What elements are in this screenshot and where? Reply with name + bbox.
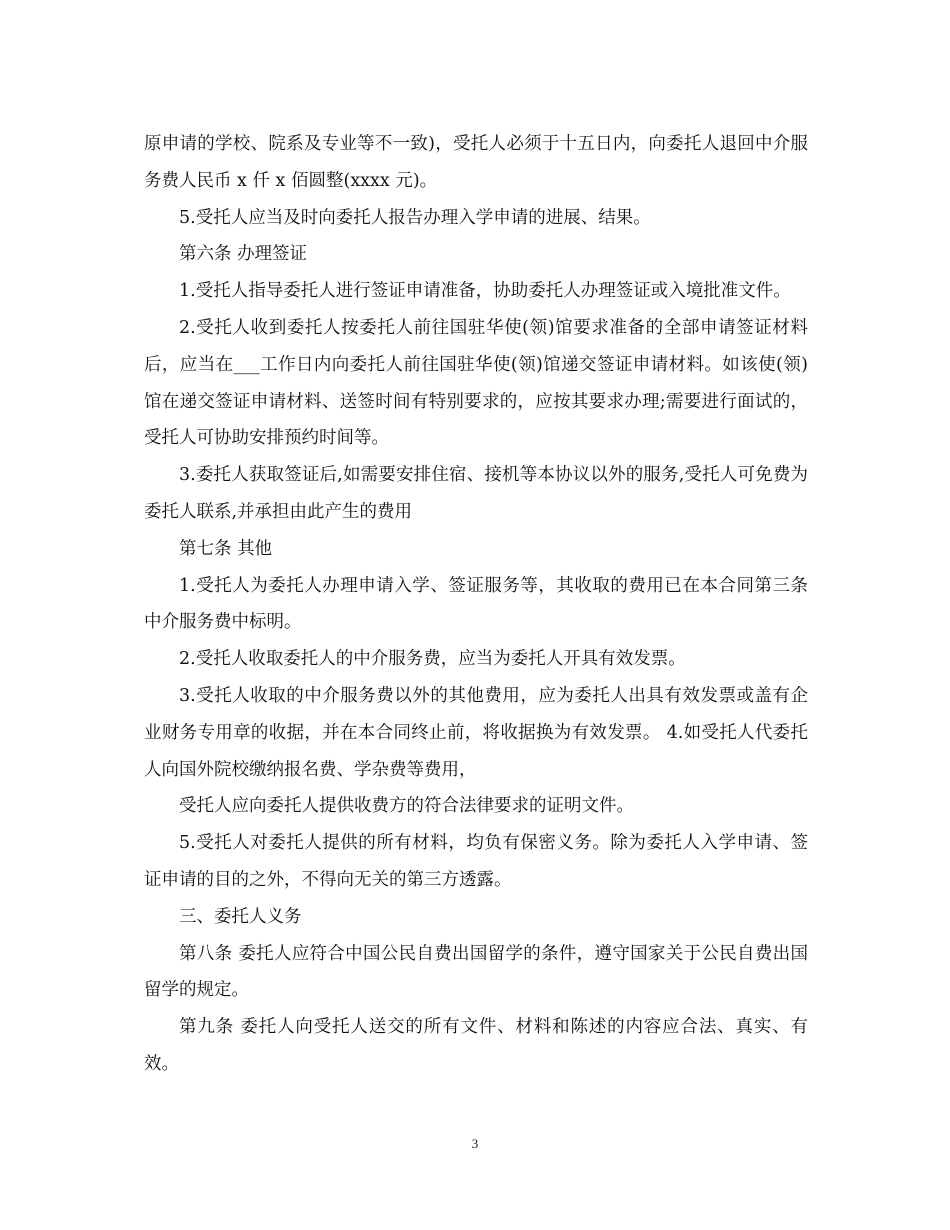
- paragraph-4: 1.受托人指导委托人进行签证申请准备，协助委托人办理签证或入境批准文件。: [179, 281, 791, 302]
- paragraph-6: 3.委托人获取签证后,如需要安排住宿、接机等本协议以外的服务,受托人可免费为委托人联系,并承担由此产生的费用: [144, 465, 808, 522]
- paragraph-2: 5.受托人应当及时向委托人报告办理入学申请的进展、结果。: [179, 207, 651, 228]
- section-heading-client-obligations: 三、委托人义务: [179, 906, 302, 927]
- paragraph-5: 2.受托人收到委托人按委托人前往国驻华使(领)馆要求准备的全部申请签证材料后，应当在___工作日内向委托人前往国驻华使(领)馆递交签证申请材料。如该使(领)馆在递交签证申请材料、送签时间有特别要求的，应按其要求办理;需要进行面试的，受托人可协助安排预约时间等。: [144, 317, 808, 449]
- paragraph-11: 受托人应向委托人提供收费方的符合法律要求的证明文件。: [179, 796, 634, 817]
- paragraph-9: 2.受托人收取委托人的中介服务费，应当为委托人开具有效发票。: [179, 649, 686, 670]
- section-heading-article-6: 第六条 办理签证: [179, 244, 308, 265]
- page-number: 3: [471, 1136, 479, 1151]
- section-heading-article-7: 第七条 其他: [179, 538, 273, 559]
- paragraph-10: 3.受托人收取的中介服务费以外的其他费用，应为委托人出具有效发票或盖有企业财务专用章的收据，并在本合同终止前，将收据换为有效发票。 4.如受托人代委托人向国外院校缴纳报名费、学杂费等费用，: [144, 685, 808, 780]
- paragraph-article-9: 第九条 委托人向受托人送交的所有文件、材料和陈述的内容应合法、真实、有效。: [144, 1017, 808, 1074]
- paragraph-12: 5.受托人对委托人提供的所有材料，均负有保密义务。除为委托人入学申请、签证申请的目的之外，不得向无关的第三方透露。: [144, 833, 808, 890]
- document-body: [144, 126, 808, 1083]
- paragraph-1: 原申请的学校、院系及专业等不一致)，受托人必须于十五日内，向委托人退回中介服务费人民币 x 仟 x 佰圆整(xxxx 元)。: [144, 134, 808, 191]
- paragraph-8: 1.受托人为委托人办理申请入学、签证服务等，其收取的费用已在本合同第三条中介服务费中标明。: [144, 575, 808, 633]
- paragraph-article-8: 第八条 委托人应符合中国公民自费出国留学的条件，遵守国家关于公民自费出国留学的规定。: [144, 943, 808, 1001]
